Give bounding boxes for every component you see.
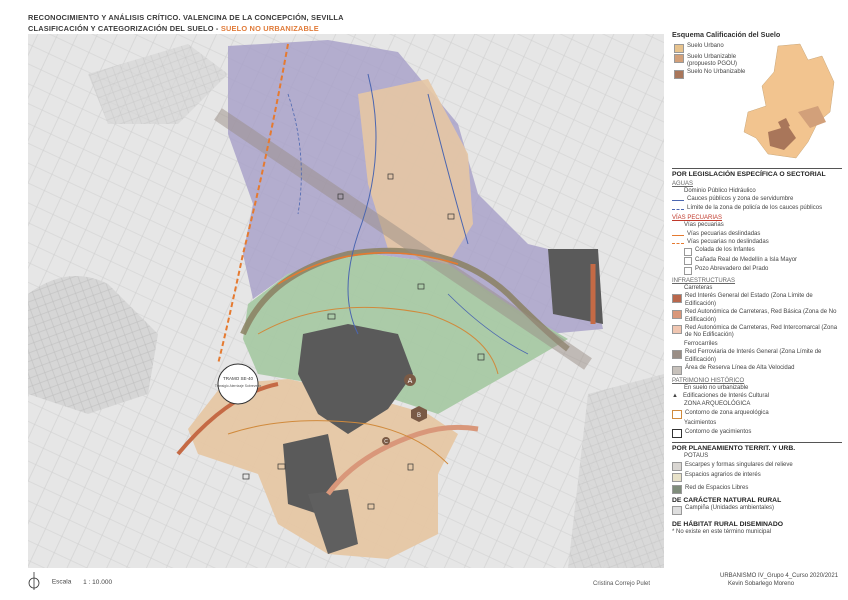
map-subtitle: CLASIFICACIÓN Y CATEGORIZACIÓN DEL SUELO - SUELO NO URBANIZABLE (28, 24, 319, 33)
via-box (684, 267, 692, 275)
potaus-item: Espacios agrarios de interés (672, 472, 842, 482)
ferro-item: Red Ferroviaria de Interés General (Zona Límite de Edificación) (672, 349, 842, 364)
swatch (672, 350, 682, 359)
swatch (672, 310, 682, 319)
svg-text:C: C (384, 439, 388, 445)
aguas-item: Cauces públicos y zona de servidumbre (672, 196, 842, 203)
course-block (720, 573, 838, 588)
infra-item: Red Autonómica de Carreteras, Red Intercomarcal (Zona de No Edificación) (672, 325, 842, 340)
site-marker-c[interactable] (382, 437, 390, 445)
svg-text:B: B (416, 413, 422, 419)
swatch (672, 325, 682, 334)
vias-item: Pozo Abrevadero del Prado (672, 266, 842, 275)
patri-item: Contorno de zona arqueológica (672, 410, 842, 420)
infra-item: Red Autonómica de Carreteras, Red Básica (Zona de No Edificación) (672, 309, 842, 324)
vias-title: VÍAS PECUARIAS (672, 215, 723, 222)
schema-title: Esquema Calificación del Suelo (672, 30, 781, 39)
schema-block (672, 42, 842, 164)
via-dash-swatch (672, 243, 684, 244)
via-solid-swatch (672, 235, 684, 236)
infra-title: INFRAESTRUCTURAS (672, 277, 736, 284)
subtitle-accent: SUELO NO URBANIZABLE (220, 24, 319, 33)
potaus-label: POTAUS (684, 453, 709, 460)
svg-text:TRAMO SE-40: TRAMO SE-40 (222, 376, 254, 381)
habitat-note: * No existe en este término municipal (672, 528, 772, 535)
section-habitat: DE HÁBITAT RURAL DISEMINADO (672, 520, 784, 528)
stream-line-swatch (672, 200, 684, 201)
schema-item: Suelo Urbanizable (propuesto PGOU) (674, 54, 746, 69)
vias-item: Vías pecuarias no deslindadas (672, 239, 842, 246)
swatch (672, 473, 682, 482)
red-espacios-item: Red de Espacios Libres (672, 485, 842, 495)
scale-block (28, 572, 112, 592)
swatch (674, 44, 684, 53)
legend (672, 30, 842, 535)
aguas-item: Límite de la zona de policía de los cauces públicos (672, 205, 842, 212)
swatch (672, 366, 682, 375)
schema-item: Suelo Urbano (674, 43, 746, 53)
aguas-title: AGUAS (672, 181, 694, 187)
schema-items (674, 42, 746, 80)
svg-text:A: A (407, 378, 413, 385)
swatch (672, 410, 682, 419)
swatch (674, 54, 684, 63)
scale-label: Escala (51, 578, 72, 586)
aguas-item: Dominio Público Hidráulico (684, 188, 756, 194)
patri-item: Contorno de yacimientos (672, 429, 842, 439)
patri-title: PATRIMONIO HISTÓRICO (672, 377, 745, 384)
patri-item: Yacimientos (684, 420, 717, 427)
swatch (672, 485, 682, 494)
scale-value: 1 : 10.000 (83, 578, 113, 586)
ferro-label: Ferrocarriles (684, 340, 718, 347)
swatch (674, 70, 684, 79)
infra-item: Red Interés General del Estado (Zona Límite de Edificación) (672, 293, 842, 308)
swatch (672, 462, 682, 471)
patri-intro: En suelo no urbanizable (684, 384, 749, 391)
vias-item: Vías pecuarias deslindadas (672, 231, 842, 238)
stream-dash-swatch (672, 209, 684, 210)
swatch (672, 294, 682, 303)
map-canvas[interactable] (28, 34, 664, 568)
patri-item: ZONA ARQUEOLÓGICA (684, 401, 751, 408)
carreteras-label: Carreteras (684, 284, 713, 291)
schema-item: Suelo No Urbanizable (674, 69, 746, 79)
swatch (672, 429, 682, 438)
tutor-label: Kevin Sobarlego Moreno (728, 580, 795, 587)
via-box (684, 248, 692, 256)
vias-item: Colada de los Infantes (672, 247, 842, 256)
natural-item: Campiña (Unidades ambientales) (672, 505, 842, 515)
via-box (684, 257, 692, 265)
patri-item: ▲ Edificaciones de Interés Cultural (672, 392, 770, 400)
swatch (672, 506, 682, 515)
ferro-item: Área de Reserva Línea de Alta Velocidad (672, 365, 842, 375)
municipality-schema-map (738, 42, 838, 160)
site-marker-a[interactable] (404, 374, 416, 386)
section-legislacion: POR LEGISLACIÓN ESPECÍFICA O SECTORIAL (672, 168, 842, 178)
section-natural-rural: DE CARÁCTER NATURAL RURAL (672, 497, 782, 505)
north-arrow-icon (28, 572, 40, 592)
section-planeamiento: POR PLANEAMIENTO TERRIT. Y URB. (672, 442, 842, 452)
vias-item: Vías pecuarias (684, 222, 724, 229)
map-title: RECONOCIMIENTO Y ANÁLISIS CRÍTICO. VALENCINA DE LA CONCEPCIÓN, SEVILLA (28, 13, 344, 22)
potaus-item: Escarpes y formas singulares del relieve (672, 462, 842, 472)
author: Cristina Correjo Pulet (593, 581, 651, 587)
vias-item: Cañada Real de Medellín a Isla Mayor (672, 257, 842, 266)
title-block (28, 12, 344, 34)
course-label: URBANISMO IV_Grupo 4_Curso 2020/2021 (720, 573, 839, 579)
svg-text:Transiglo Aterrizaje Sobreveni: Transiglo Aterrizaje Sobrevenir (214, 384, 262, 388)
triangle-icon: ▲ (672, 393, 678, 400)
